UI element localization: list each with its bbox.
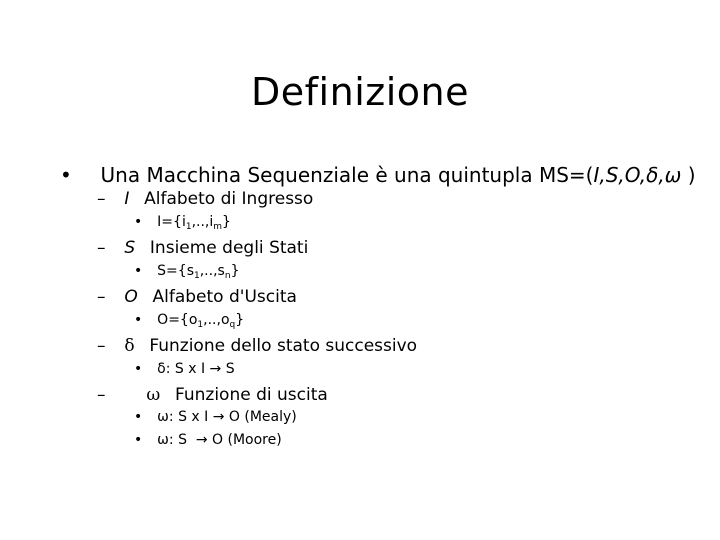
detail-text: } [235,312,245,328]
sub-item [134,263,239,279]
item-label: Funzione dello stato successivo [149,336,418,356]
sub-item [134,361,235,377]
main-bullet [60,163,696,187]
subscript: m [213,222,223,232]
dash-marker: – [97,336,106,356]
main-bullet-text: Una Macchina Sequenziale è una quintupla MS=( [100,163,594,187]
detail-text: O={o [157,312,198,328]
sub-item [134,312,244,328]
item-symbol: I [124,189,130,209]
item-symbol: O [124,287,138,307]
detail-text: } [230,263,240,279]
list-item [97,336,417,356]
detail-text: ,..,o [203,312,230,328]
dash-marker: – [97,287,106,307]
detail-text: ,..,s [199,263,225,279]
subscript: 1 [197,320,204,330]
main-bullet-tuple: I,S,O,δ,ω [593,163,682,187]
detail-text: ω: S x I → O (Mealy) [157,409,297,425]
main-bullet-close: ) [681,163,696,187]
list-item [97,385,328,405]
detail-text: I={i [157,214,186,230]
subscript: n [224,271,231,281]
item-symbol: δ [124,336,135,356]
detail-text: ω: S → O (Moore) [157,432,282,448]
dash-marker: – [97,189,106,209]
sub-bullet-marker: • [134,432,143,448]
detail-text: } [222,214,231,230]
item-symbol: S [124,238,136,258]
item-label: Alfabeto di Ingresso [144,189,314,209]
slide-title: Definizione [251,70,469,114]
sub-item [134,214,231,230]
sub-item [134,409,297,425]
subscript: q [229,320,236,330]
list-item [97,287,297,307]
detail-text: δ: S x I → S [157,361,235,377]
item-label: Funzione di uscita [175,385,328,405]
sub-bullet-marker: • [134,361,143,377]
sub-item [134,432,282,448]
dash-marker: – [97,385,106,405]
item-symbol: ω [146,385,161,405]
list-item [97,238,308,258]
sub-bullet-marker: • [134,409,143,425]
list-item [97,189,313,209]
sub-bullet-marker: • [134,214,143,230]
detail-text: ,..,i [191,214,214,230]
item-label: Alfabeto d'Uscita [152,287,297,307]
item-label: Insieme degli Stati [149,238,309,258]
dash-marker: – [97,238,106,258]
detail-text: S={s [157,263,194,279]
sub-bullet-marker: • [134,312,143,328]
subscript: 1 [185,222,192,232]
subscript: 1 [194,271,200,281]
bullet-marker: • [60,163,72,187]
sub-bullet-marker: • [134,263,143,279]
